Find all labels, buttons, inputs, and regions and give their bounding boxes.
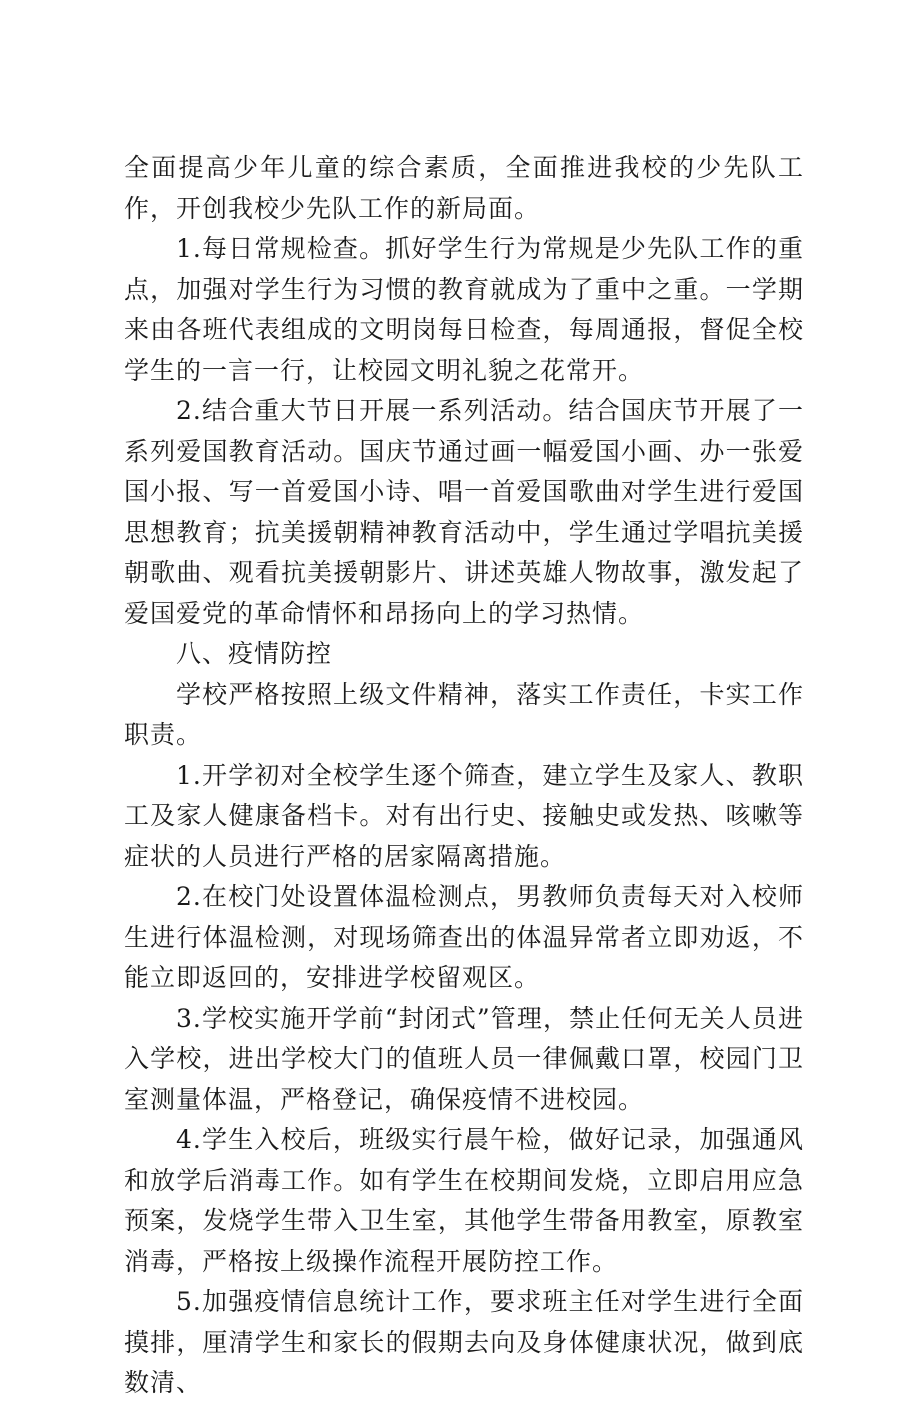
paragraph-temperature-point: 2.在校门处设置体温检测点，男教师负责每天对入校师生进行体温检测，对现场筛查出的体温异常者立即劝返，不能立即返回的，安排进学校留观区。: [124, 882, 804, 992]
paragraph-daily-check: 1.每日常规检查。抓好学生行为常规是少先队工作的重点，加强对学生行为习惯的教育就成为了重中之重。一学期来由各班代表组成的文明岗每日检查，每周通报，督促全校学生的一言一行，让校园文明礼貌之花常开。: [124, 234, 804, 385]
paragraph-morning-check: 4.学生入校后，班级实行晨午检，做好记录，加强通风和放学后消毒工作。如有学生在校期间发烧，立即启用应急预案，发烧学生带入卫生室，其他学生带备用教室，原教室消毒，严格按上级操作流程开展防控工作。: [124, 1125, 804, 1276]
section-heading: 八、疫情防控: [176, 639, 333, 668]
paragraph-closed-management: 3.学校实施开学前“封闭式”管理，禁止任何无关人员进入学校，进出学校大门的值班人员一律佩戴口罩，校园门卫室测量体温，严格登记，确保疫情不进校园。: [124, 1003, 804, 1114]
paragraph-screening: 1.开学初对全校学生逐个筛查，建立学生及家人、教职工及家人健康备档卡。对有出行史、接触史或发热、咳嗽等症状的人员进行严格的居家隔离措施。: [124, 760, 804, 871]
paragraph-intro-continuation: 全面提高少年儿童的综合素质，全面推进我校的少先队工作，开创我校少先队工作的新局面。: [124, 153, 804, 223]
document-body: [124, 148, 804, 1404]
paragraph-statistics: 5.加强疫情信息统计工作，要求班主任对学生进行全面摸排，厘清学生和家长的假期去向及身体健康状况，做到底数清、: [124, 1287, 804, 1397]
paragraph-festival-activities: 2.结合重大节日开展一系列活动。结合国庆节开展了一系列爱国教育活动。国庆节通过画一幅爱国小画、办一张爱国小报、写一首爱国小诗、唱一首爱国歌曲对学生进行爱国思想教育；抗美援朝精神教育活动中，学生通过学唱抗美援朝歌曲、观看抗美援朝影片、讲述英雄人物故事，激发起了爱国爱党的革命情怀和昂扬向上的学习热情。: [124, 396, 804, 628]
paragraph-section-intro: 学校严格按照上级文件精神，落实工作责任，卡实工作职责。: [124, 679, 804, 749]
